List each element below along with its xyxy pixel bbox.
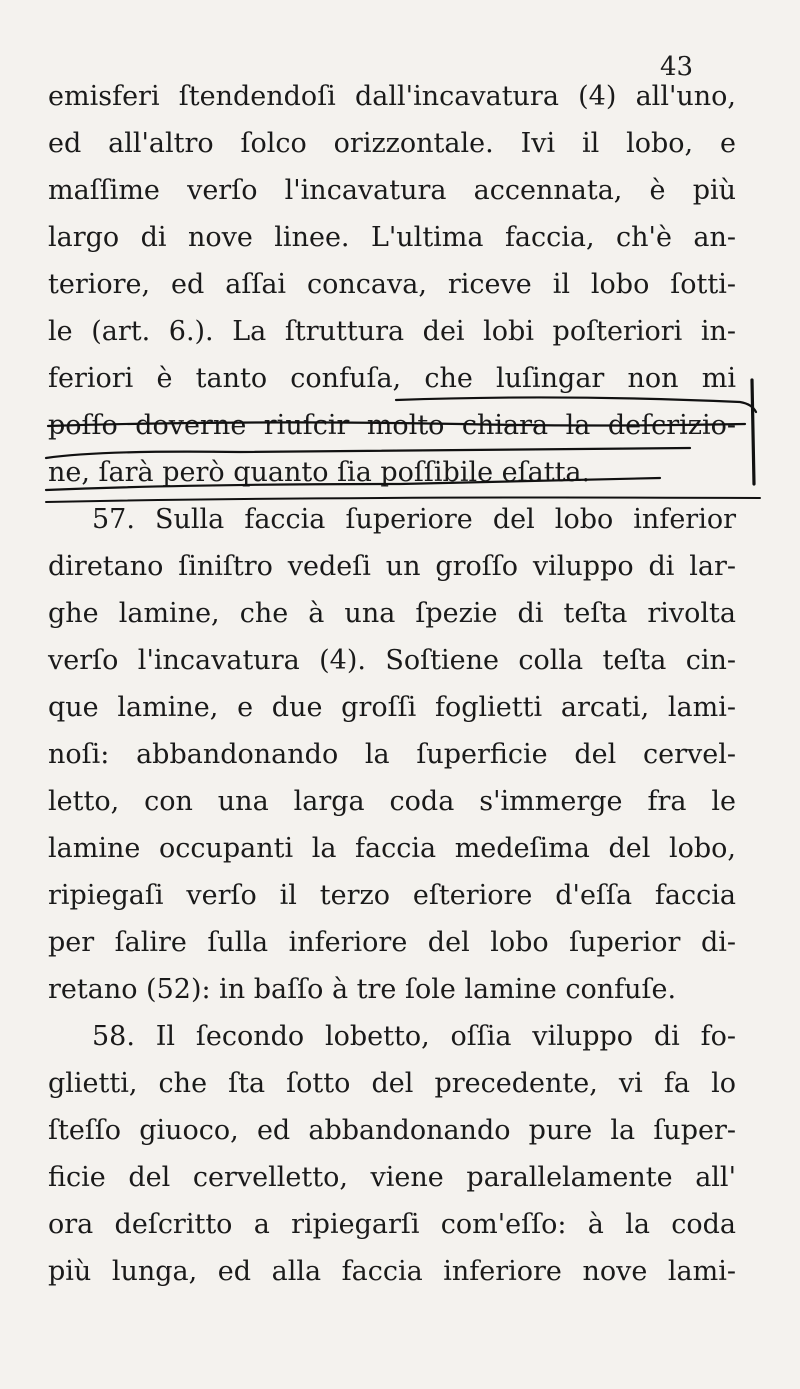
text-line: noſi: abbandonando la ſuperficie del cervel-: [48, 739, 736, 770]
text-line: diretano ſiniſtro vedeſi un groſſo viluppo di lar-: [48, 551, 736, 582]
text-line: glietti, che ſta ſotto del precedente, vi fa lo: [48, 1068, 736, 1099]
text-line: ed all'altro ſolco orizzontale. Ivi il lobo, e: [48, 128, 736, 159]
text-line: le (art. 6.). La ſtruttura dei lobi poſteriori in-: [48, 316, 736, 347]
text-line: ora deſcritto a ripiegarſi com'eſſo: à la coda: [48, 1209, 736, 1240]
text-line: ficie del cervelletto, viene parallelamente all': [48, 1162, 736, 1193]
pen-underline: [46, 478, 660, 490]
text-line: per ſalire ſulla inferiore del lobo ſuperior di-: [48, 927, 736, 958]
pen-underline: [396, 397, 756, 412]
paragraph-start-58: 58. Il ſecondo lobetto, oſſia viluppo di fo-: [92, 1021, 736, 1052]
text-line: largo di nove linee. L'ultima faccia, ch'è an-: [48, 222, 736, 253]
pen-annotation: [40, 380, 780, 510]
text-line: ne, ſarà però quanto ſia poſſibile eſatta.: [48, 457, 591, 488]
text-line: maſſime verſo l'incavatura accennata, è più: [48, 175, 736, 206]
text-line: ghe lamine, che à una ſpezie di teſta rivolta: [48, 598, 736, 629]
pen-underline: [46, 448, 690, 458]
text-line: que lamine, e due groſſi foglietti arcati, lami-: [48, 692, 736, 723]
text-line: feriori è tanto confuſa, che luſingar non mi: [48, 363, 736, 394]
text-line: retano (52): in baſſo à tre ſole lamine confuſe.: [48, 974, 677, 1005]
text-line: ſteſſo giuoco, ed abbandonando pure la ſuper-: [48, 1115, 736, 1146]
text-line: più lunga, ed alla faccia inferiore nove lami-: [48, 1256, 736, 1287]
page-number: 43: [660, 52, 694, 82]
paragraph-start-57: 57. Sulla faccia ſuperiore del lobo inferior: [92, 504, 736, 535]
pen-underline: [48, 422, 745, 426]
text-line: ripiegaſi verſo il terzo eſteriore d'eſſa faccia: [48, 880, 736, 911]
text-line: verſo l'incavatura (4). Soſtiene colla teſta cin-: [48, 645, 736, 676]
pen-margin-bar: [752, 380, 754, 484]
text-line: teriore, ed aſſai concava, riceve il lobo ſotti-: [48, 269, 736, 300]
text-line: emisferi ſtendendoſi dall'incavatura (4) all'uno,: [48, 81, 736, 112]
pen-underline: [46, 498, 760, 503]
text-line: letto, con una larga coda s'immerge fra le: [48, 786, 736, 817]
text-line: lamine occupanti la faccia medeſima del lobo,: [48, 833, 736, 864]
text-line: poſſo doverne riuſcir molto chiara la deſcrizio-: [48, 410, 736, 441]
